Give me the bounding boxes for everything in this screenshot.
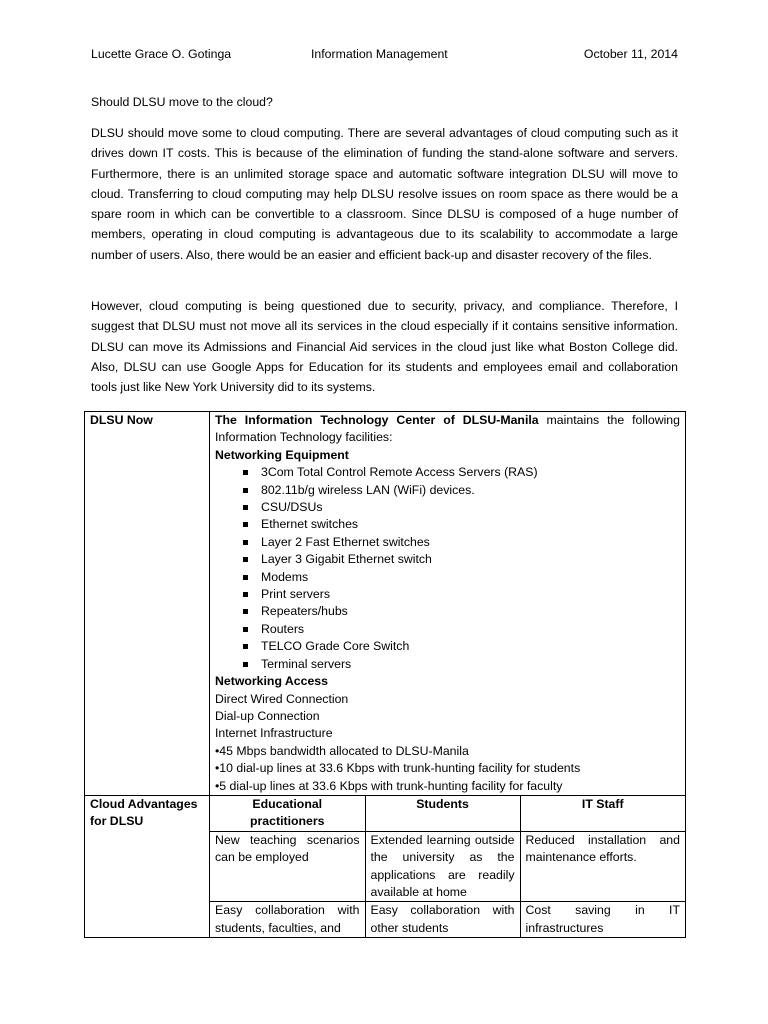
list-item: 802.11b/g wireless LAN (WiFi) devices. xyxy=(243,482,680,499)
table-cell: Reduced installation and maintenance efforts. xyxy=(520,831,685,902)
access-line: •45 Mbps bandwidth allocated to DLSU-Manila xyxy=(215,743,469,758)
networking-equipment-title: Networking Equipment xyxy=(215,447,349,462)
advantages-header-row xyxy=(210,796,685,831)
header-it-staff: IT Staff xyxy=(520,796,685,831)
table-row-cloud-advantages xyxy=(85,795,686,937)
header-students: Students xyxy=(365,796,520,831)
networking-access-title: Networking Access xyxy=(215,674,328,689)
list-item: Terminal servers xyxy=(243,656,680,673)
access-line: Dial-up Connection xyxy=(215,708,320,723)
header-author: Lucette Grace O. Gotinga xyxy=(91,47,232,61)
itc-intro-rest: maintains the following Information Technology facilities: xyxy=(215,413,680,445)
comparison-table xyxy=(84,411,686,938)
access-line: •5 dial-up lines at 33.6 Kbps with trunk-hunting facility for faculty xyxy=(215,778,563,793)
paragraph-2: However, cloud computing is being questioned due to security, privacy, and compliance. Therefore, I suggest that DLSU must not move all its services in the cloud especially if it contains sensitive information. DLSU can move its Admissions and Financial Aid services in the cloud just like what Boston College did. Also, DLSU can use Google Apps for Education for its students and employees email and collaboration tools just like New York University did to its systems. xyxy=(91,299,678,395)
header-educational-practitioners: Educational practitioners xyxy=(210,796,365,831)
header-date: October 11, 2014 xyxy=(583,47,678,61)
table-cell: Easy collaboration with other students xyxy=(365,902,520,937)
table-row xyxy=(210,902,685,937)
itc-intro-bold: The Information Technology Center of DLSU-Manila xyxy=(215,413,539,427)
row-label-dlsu-now: DLSU Now xyxy=(85,412,210,796)
list-item: CSU/DSUs xyxy=(243,499,680,516)
list-item: Layer 2 Fast Ethernet switches xyxy=(243,534,680,551)
page-header xyxy=(91,47,678,65)
table-cell: Easy collaboration with students, faculties, and xyxy=(210,902,365,937)
access-line: •10 dial-up lines at 33.6 Kbps with trunk-hunting facility for students xyxy=(215,761,581,776)
advantages-table xyxy=(210,796,685,937)
header-course: Information Management xyxy=(311,47,448,61)
row-label-cloud-advantages: Cloud Advantages for DLSU xyxy=(85,795,210,937)
access-line: Internet Infrastructure xyxy=(215,726,333,741)
cloud-advantages-cell xyxy=(210,795,686,937)
itc-intro xyxy=(215,412,680,447)
list-item: Repeaters/hubs xyxy=(243,603,680,620)
list-item: TELCO Grade Core Switch xyxy=(243,638,680,655)
list-item: Print servers xyxy=(243,586,680,603)
equipment-list xyxy=(215,464,680,673)
dlsu-now-cell xyxy=(210,412,686,796)
list-item: Ethernet switches xyxy=(243,516,680,533)
table-cell: Extended learning outside the university as the applications are readily available at home xyxy=(365,831,520,902)
list-item: 3Com Total Control Remote Access Servers (RAS) xyxy=(243,464,680,481)
paragraph-1: DLSU should move some to cloud computing. There are several advantages of cloud computing such as it drives down IT costs. This is because of the elimination of funding the stand-alone software and servers. Furthermore, there is an unlimited storage space and automatic software integration DLSU will move to cloud. Transferring to cloud computing may help DLSU resolve issues on room space as there would be a spare room in which can be convertible to a classroom. Since DLSU is composed of a huge number of members, operating in cloud computing is advantageous due to its scalability to accommodate a large number of users. Also, there would be an easier and efficient back-up and disaster recovery of the files. xyxy=(91,126,678,262)
list-item: Layer 3 Gigabit Ethernet switch xyxy=(243,551,680,568)
table-cell: Cost saving in IT infrastructures xyxy=(520,902,685,937)
document-heading: Should DLSU move to the cloud? xyxy=(91,95,273,109)
list-item: Routers xyxy=(243,621,680,638)
table-cell: New teaching scenarios can be employed xyxy=(210,831,365,902)
table-row xyxy=(210,831,685,902)
access-line: Direct Wired Connection xyxy=(215,691,349,706)
table-row-dlsu-now xyxy=(85,412,686,796)
list-item: Modems xyxy=(243,569,680,586)
